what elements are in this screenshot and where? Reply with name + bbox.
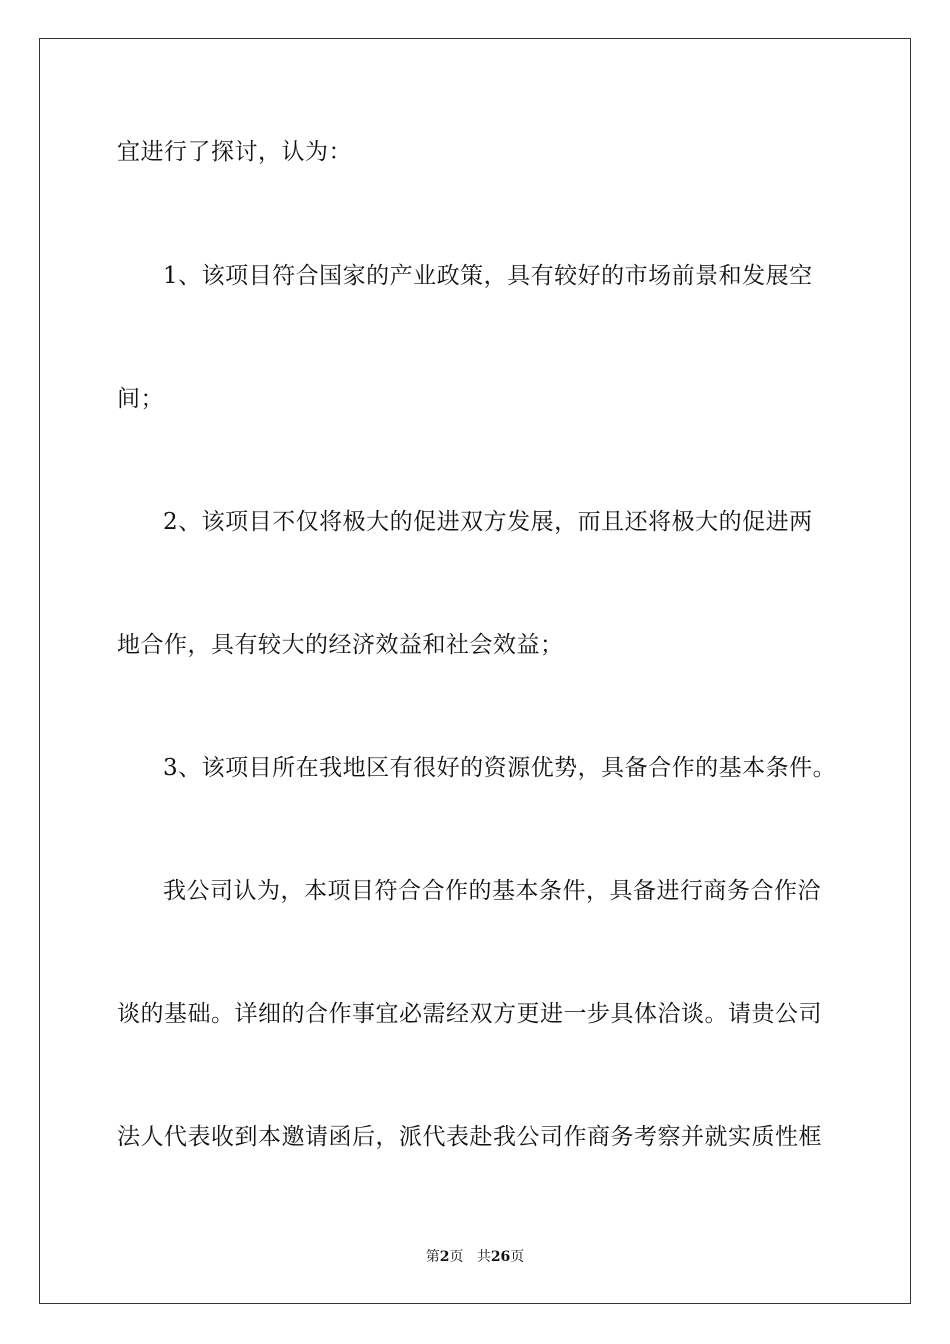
text-line-1: 宜进行了探讨，认为： [117, 139, 352, 165]
total-suffix: 页 [510, 1249, 525, 1265]
text-line-9: 法人代表收到本邀请函后，派代表赴我公司作商务考察并就实质性框 [117, 1124, 822, 1150]
total-pages: 26 [490, 1249, 511, 1265]
text-line-5: 地合作，具有较大的经济效益和社会效益； [117, 632, 564, 658]
text-line-3: 间； [117, 386, 164, 412]
page-border [39, 38, 911, 1304]
text-line-8: 谈的基础。详细的合作事宜必需经双方更进一步具体洽谈。请贵公司 [117, 1001, 822, 1027]
text-line-2: 1、该项目符合国家的产业政策，具有较好的市场前景和发展空 [163, 263, 813, 289]
page-prefix: 第 [425, 1249, 440, 1265]
total-prefix: 共 [476, 1249, 491, 1265]
text-line-4: 2、该项目不仅将极大的促进双方发展，而且还将极大的促进两 [163, 509, 813, 535]
page-number: 2 [439, 1249, 450, 1265]
text-line-6: 3、该项目所在我地区有很好的资源优势，具备合作的基本条件。 [163, 755, 837, 781]
page-suffix: 页 [449, 1249, 464, 1265]
page-footer [0, 1248, 950, 1266]
text-line-7: 我公司认为，本项目符合合作的基本条件，具备进行商务合作洽 [163, 878, 821, 904]
